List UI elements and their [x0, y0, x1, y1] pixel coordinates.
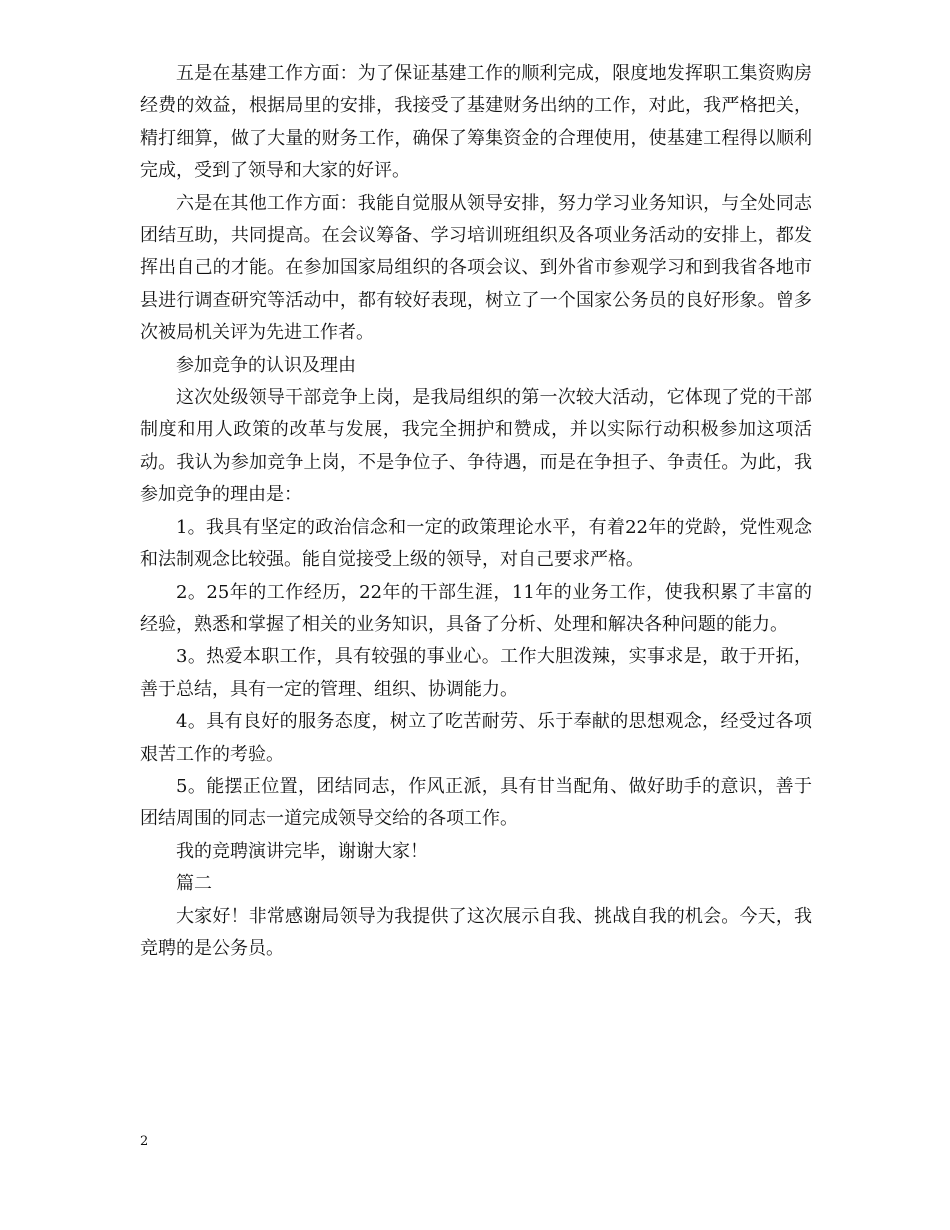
- section-heading-part-two: 篇二: [176, 873, 212, 895]
- list-item-reason-4: 4。具有良好的服务态度，树立了吃苦耐劳、乐于奉献的思想观念，经受过各项艰苦工作的考验。: [140, 711, 812, 765]
- document-body: [140, 58, 812, 965]
- list-item-reason-5: 5。能摆正位置，团结同志，作风正派，具有甘当配角、做好助手的意识，善于团结周围的同志一道完成领导交给的各项工作。: [140, 775, 812, 830]
- paragraph-greeting: 大家好！非常感谢局领导为我提供了这次展示自我、挑战自我的机会。今天，我竞聘的是公务员。: [140, 905, 812, 959]
- paragraph-competition-intro: 这次处级领导干部竞争上岗，是我局组织的第一次较大活动，它体现了党的干部制度和用人政策的改革与发展，我完全拥护和赞成，并以实际行动积极参加这项活动。我认为参加竞争上岗，不是争位子、争待遇，而是在争担子、争责任。为此，我参加竞争的理由是：: [140, 387, 812, 506]
- list-item-reason-3: 3。热爱本职工作，具有较强的事业心。工作大胆泼辣，实事求是，敢于开拓，善于总结，具有一定的管理、组织、协调能力。: [140, 646, 812, 700]
- list-item-reason-1: 1。我具有坚定的政治信念和一定的政策理论水平，有着22年的党龄，党性观念和法制观念比较强。能自觉接受上级的领导，对自己要求严格。: [140, 516, 812, 571]
- paragraph-closing: 我的竞聘演讲完毕，谢谢大家！: [176, 840, 428, 862]
- page-number: 2: [140, 1134, 149, 1149]
- list-item-reason-2: 2。25年的工作经历，22年的干部生涯，11年的业务工作，使我积累了丰富的经验，熟悉和掌握了相关的业务知识，具备了分析、处理和解决各种问题的能力。: [140, 581, 812, 635]
- paragraph-infrastructure-work: 五是在基建工作方面：为了保证基建工作的顺利完成，限度地发挥职工集资购房经费的效益，根据局里的安排，我接受了基建财务出纳的工作，对此，我严格把关，精打细算，做了大量的财务工作，确保了筹集资金的合理使用，使基建工程得以顺利完成，受到了领导和大家的好评。: [140, 63, 812, 182]
- paragraph-other-work: 六是在其他工作方面：我能自觉服从领导安排，努力学习业务知识，与全处同志团结互助，共同提高。在会议筹备、学习培训班组织及各项业务活动的安排上，都发挥出自己的才能。在参加国家局组织的各项会议、到外省市参观学习和到我省各地市县进行调查研究等活动中，都有较好表现，树立了一个国家公务员的良好形象。曾多次被局机关评为先进工作者。: [140, 192, 812, 344]
- section-heading-reasons: 参加竞争的认识及理由: [176, 354, 356, 376]
